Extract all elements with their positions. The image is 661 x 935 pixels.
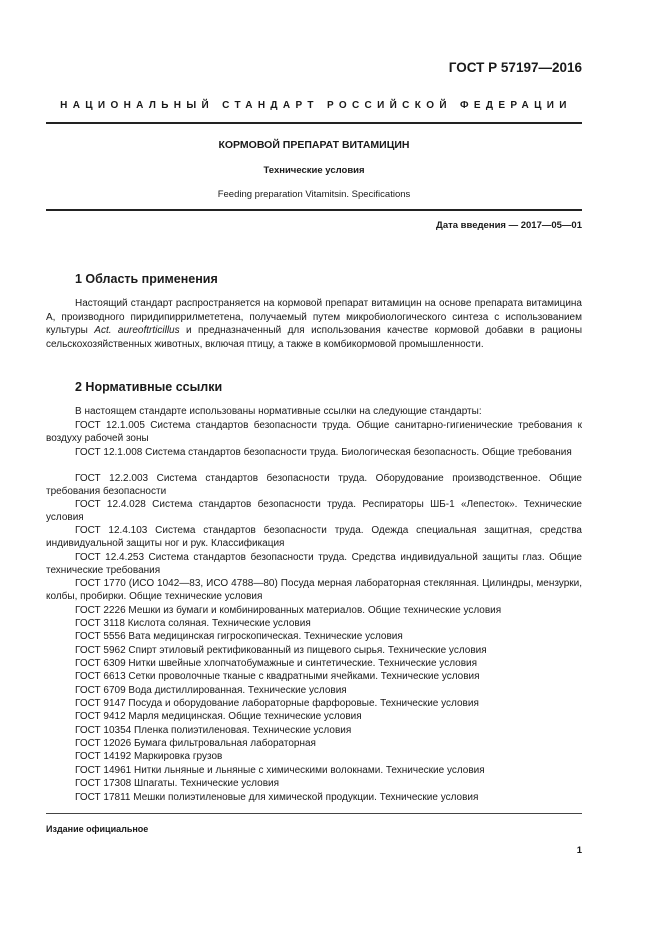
reference-item: ГОСТ 1770 (ИСО 1042—83, ИСО 4788—80) Посуда мерная лабораторная стеклянная. Цилиндры, мензурки, колбы, пробирки. Общие технические условия <box>46 578 582 603</box>
reference-item: ГОСТ 12.4.103 Система стандартов безопасности труда. Одежда специальная защитная, средства индивидуальной защиты ног и рук. Классификация <box>46 525 582 550</box>
document-title: КОРМОВОЙ ПРЕПАРАТ ВИТАМИЦИН <box>218 139 410 151</box>
section-1-paragraph <box>46 297 582 351</box>
reference-item: ГОСТ 14192 Маркировка грузов <box>75 751 223 762</box>
reference-item: ГОСТ 12.1.008 Система стандартов безопасности труда. Биологическая безопасность. Общие требования <box>75 447 572 458</box>
edition-note: Издание официальное <box>46 824 149 834</box>
reference-item: ГОСТ 12.4.253 Система стандартов безопасности труда. Средства индивидуальной защиты глаз. Общие технические требования <box>46 552 582 577</box>
reference-item: ГОСТ 12026 Бумага фильтровальная лабораторная <box>75 738 316 749</box>
reference-item: ГОСТ 2226 Мешки из бумаги и комбинированных материалов. Общие технические условия <box>75 605 502 616</box>
reference-item: ГОСТ 6709 Вода дистиллированная. Технические условия <box>75 685 347 696</box>
culture-name: Act. aureoftrticillus <box>94 325 180 337</box>
reference-item: ГОСТ 5962 Спирт этиловый ректификованный из пищевого сырья. Технические условия <box>75 645 487 656</box>
section-2-heading: 2 Нормативные ссылки <box>75 380 223 394</box>
reference-item: ГОСТ 17811 Мешки полиэтиленовые для химической продукции. Технические условия <box>75 792 479 803</box>
introduction-date: Дата введения — 2017—05—01 <box>436 220 582 231</box>
section-2-intro: В настоящем стандарте использованы нормативные ссылки на следующие стандарты: <box>75 406 482 417</box>
reference-item: ГОСТ 17308 Шпагаты. Технические условия <box>75 778 280 789</box>
reference-item: ГОСТ 6309 Нитки швейные хлопчатобумажные и синтетические. Технические условия <box>75 658 478 669</box>
english-title: Feeding preparation Vitamitsin. Specifications <box>217 189 411 200</box>
reference-item: ГОСТ 12.4.028 Система стандартов безопасности труда. Респираторы ШБ-1 «Лепесток». Технические условия <box>46 499 582 524</box>
scope-text-end: и предназначенный для использования качестве кормовой добавки в рационы сельскохозяйственных животных, включая птицу, а также в комбикормовой промышленности. <box>46 325 583 350</box>
page-number: 1 <box>576 845 582 856</box>
reference-item: ГОСТ 12.2.003 Система стандартов безопасности труда. Оборудование производственное. Общие требования безопасности <box>46 473 582 498</box>
reference-item: ГОСТ 6613 Сетки проволочные тканые с квадратными ячейками. Технические условия <box>75 671 480 682</box>
scope-text-start: Настоящий стандарт распространяется на кормовой препарат витамицин на основе препарата витамицина А, производного пиридипиррилмететена, получаемый путем микробиологического синтеза с использованием культуры <box>46 298 582 337</box>
national-standard-banner: НАЦИОНАЛЬНЫЙ СТАНДАРТ РОССИЙСКОЙ ФЕДЕРАЦИИ <box>60 100 572 111</box>
section-1-heading: 1 Область применения <box>75 272 218 286</box>
reference-item: ГОСТ 5556 Вата медицинская гигроскопическая. Технические условия <box>75 631 403 642</box>
reference-item: ГОСТ 9412 Марля медицинская. Общие технические условия <box>75 711 362 722</box>
reference-item: ГОСТ 14961 Нитки льняные и льняные с химическими волокнами. Технические условия <box>75 765 485 776</box>
reference-item: ГОСТ 3118 Кислота соляная. Технические условия <box>75 618 311 629</box>
document-code: ГОСТ Р 57197—2016 <box>448 60 582 75</box>
reference-item: ГОСТ 12.1.005 Система стандартов безопасности труда. Общие санитарно-гигиенические требования к воздуху рабочей зоны <box>46 420 582 445</box>
footer-divider <box>46 813 582 814</box>
title-divider <box>46 209 582 211</box>
reference-item: ГОСТ 10354 Пленка полиэтиленовая. Технические условия <box>75 725 352 736</box>
document-subtitle: Технические условия <box>263 165 365 176</box>
header-divider <box>46 122 582 124</box>
reference-item: ГОСТ 9147 Посуда и оборудование лабораторные фарфоровые. Технические условия <box>75 698 479 709</box>
